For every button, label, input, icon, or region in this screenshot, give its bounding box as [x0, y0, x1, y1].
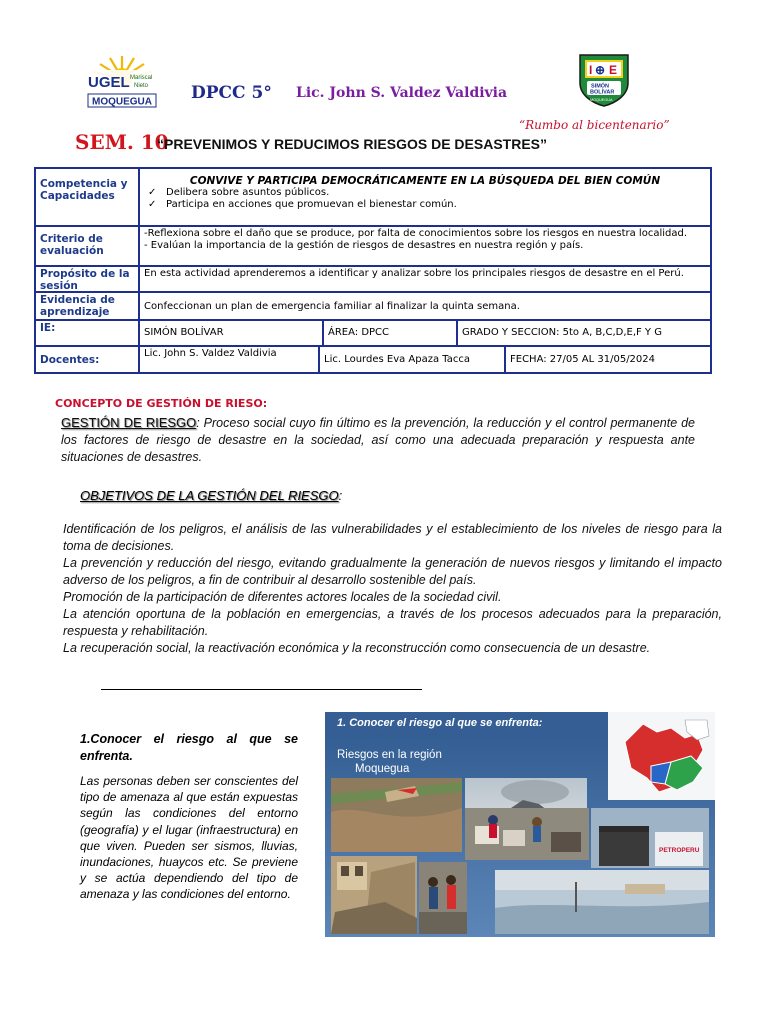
objectives-heading-colon: : — [338, 488, 343, 503]
capacidad-item: ✓ Delibera sobre asuntos públicos. — [148, 187, 330, 198]
docente-2: Lic. Lourdes Eva Apaza Tacca — [319, 346, 505, 373]
svg-text:BOLÍVAR: BOLÍVAR — [590, 89, 615, 96]
docente-1: Lic. John S. Valdez Valdivia — [139, 346, 319, 373]
criterio-label: Criterio de evaluación — [35, 226, 139, 266]
competencia-heading: CONVIVE Y PARTICIPA DEMOCRÁTICAMENTE EN LA BÚSQUEDA DEL BIEN COMÚN — [189, 175, 661, 187]
section-1-title: 1.Conocer el riesgo al que se enfrenta. — [80, 732, 298, 763]
proposito-text: En esta actividad aprenderemos a identificar y analizar sobre los principales riesgos de desastre en el Perú. — [139, 266, 711, 292]
collage-region-label-1: Riesgos en la región — [337, 749, 442, 761]
svg-text:Nieto: Nieto — [134, 83, 149, 89]
objectives-list — [63, 521, 722, 657]
concept-definition — [61, 414, 695, 466]
street-people-photo — [419, 862, 467, 934]
criterio-text-2: - Evalúan la importancia de la gestión de riesgos de desastres en nuestra región y país. — [144, 240, 584, 251]
ugel-logo — [82, 54, 162, 110]
grado-value: GRADO Y SECCION: 5to A, B,C,D,E,F Y G — [457, 320, 711, 346]
week-label: SEM. 10 — [75, 130, 169, 154]
svg-text:Mariscal: Mariscal — [130, 75, 153, 81]
evidencia-label: Evidencia de aprendizaje — [35, 292, 139, 320]
ie-value: SIMÓN BOLÍVAR — [139, 320, 323, 346]
evidencia-text: Confeccionan un plan de emergencia familiar al finalizar la quinta semana. — [139, 292, 711, 320]
ie-label: IE: — [35, 320, 139, 346]
competencia-label: Competencia y Capacidades — [35, 168, 139, 226]
fecha-value: FECHA: 27/05 AL 31/05/2024 — [505, 346, 711, 373]
svg-text:E: E — [609, 63, 618, 77]
svg-text:⊕: ⊕ — [595, 63, 606, 77]
concept-text: : Proceso social cuyo fin último es la prevención, la reducción y el control permanente de los factores de riesgo de desastre en la sociedad, así como una adecuada preparación y respuesta ante situaciones de desastres. — [61, 416, 695, 464]
svg-text:SIMÓN: SIMÓN — [591, 83, 610, 90]
collapsed-building-photo — [331, 856, 417, 934]
capacidad-item: ✓ Participa en acciones que promuevan el bienestar común. — [148, 199, 457, 210]
competencia-cell — [139, 168, 711, 226]
huayco-photo — [331, 778, 462, 852]
objective-item: La atención oportuna de la población en emergencias, a través de los procesos adecuados para la preparación, respuesta y rehabilitación. — [63, 607, 722, 638]
session-info-table — [34, 167, 712, 374]
concept-heading: CONCEPTO DE GESTIÓN DE RIESO: — [55, 397, 268, 410]
fuel-tanks-photo — [591, 808, 709, 868]
collage-region-label-2: Moquegua — [355, 763, 410, 775]
teacher-name: Lic. John S. Valdez Valdivia — [296, 85, 508, 101]
objective-item: Identificación de los peligros, el análisis de las vulnerabilidades y el establecimiento de los niveles de riesgo para la toma de decisiones. — [63, 522, 722, 553]
svg-text:MOQUEGUA: MOQUEGUA — [590, 98, 613, 102]
divider-line — [101, 689, 422, 690]
motto: “Rumbo al bicentenario” — [519, 118, 670, 132]
moquegua-map — [608, 712, 715, 800]
school-crest — [576, 53, 632, 107]
criterio-cell — [139, 226, 711, 266]
subject-title: DPCC 5° — [191, 83, 272, 103]
objectives-heading: OBJETIVOS DE LA GESTIÓN DEL RIESGO — [80, 488, 339, 503]
tank-label: PETROPERU — [659, 847, 700, 854]
section-1-body: Las personas deben ser conscientes del tipo de amenaza al que están expuestas según las condiciones del entorno (geografía) y el lugar (infraestructura) en que viven. Pueden ser sismos, lluvias, inundaciones, huaycos etc. Se previene y se actúa dependiendo del tipo de amenaza y las condiciones del entorno. — [80, 774, 298, 902]
aid-scene — [465, 808, 589, 860]
svg-text:I: I — [589, 63, 593, 77]
svg-text:MOQUEGUA: MOQUEGUA — [92, 96, 152, 108]
objective-item: La prevención y reducción del riesgo, evitando gradualmente la generación de nuevos riesgos y limitando el impacto adverso de los peligros, a fin de contribuir al desarrollo sostenible del país. — [63, 556, 722, 587]
objectives-heading-row — [80, 488, 342, 503]
svg-text:UGEL: UGEL — [88, 74, 130, 91]
criterio-text-1: -Reflexiona sobre el daño que se produce, por falta de conocimientos sobre los riesgos en nuestra localidad. — [144, 228, 688, 239]
document-title: “PREVENIMOS Y REDUCIMOS RIESGOS DE DESASTRES” — [157, 136, 548, 152]
objective-item: La recuperación social, la reactivación económica y la reconstrucción como consecuencia de un desastre. — [63, 641, 651, 655]
concept-term: GESTIÓN DE RIESGO — [61, 415, 197, 430]
docentes-label: Docentes: — [35, 346, 139, 373]
objective-item: Promoción de la participación de diferentes actores locales de la sociedad civil. — [63, 590, 502, 604]
proposito-label: Propósito de la sesión — [35, 266, 139, 292]
area-value: ÁREA: DPCC — [323, 320, 457, 346]
flood-photo — [495, 870, 709, 934]
collage-header: 1. Conocer el riesgo al que se enfrenta: — [337, 717, 543, 729]
risk-collage-image — [325, 712, 715, 937]
